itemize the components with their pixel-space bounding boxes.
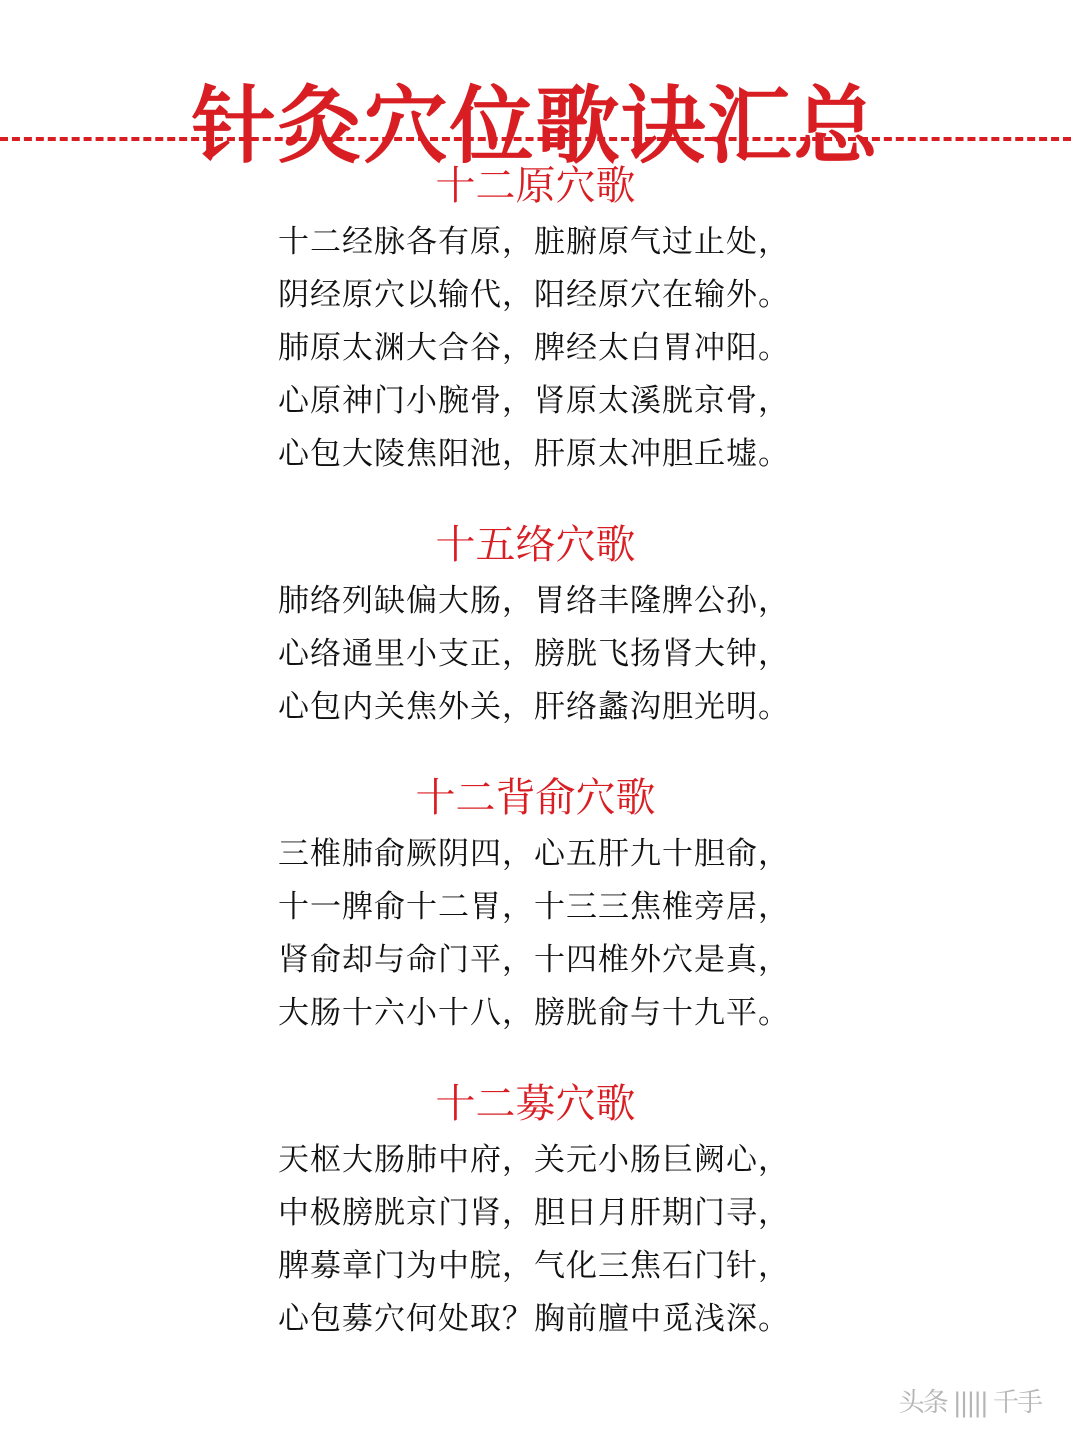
verse-line: 心包内关焦外关，肝络蠡沟胆光明。 bbox=[278, 689, 790, 725]
watermark: 头条 ||||| 千手 bbox=[898, 1388, 1041, 1418]
verse-line: 脾募章门为中脘，气化三焦石门针， bbox=[278, 1248, 790, 1284]
verse-line: 肺络列缺偏大肠，胃络丰隆脾公孙， bbox=[278, 583, 790, 619]
verse-list bbox=[0, 828, 1071, 1040]
verse-content bbox=[0, 158, 1071, 1382]
verse-line: 肾俞却与命门平，十四椎外穴是真， bbox=[278, 942, 790, 978]
section-title: 十二募穴歌 bbox=[435, 1081, 636, 1127]
verse-list bbox=[0, 1134, 1071, 1346]
verse-line: 十一脾俞十二胃，十三三焦椎旁居， bbox=[278, 889, 790, 925]
verse-line: 天枢大肠肺中府，关元小肠巨阙心， bbox=[278, 1142, 790, 1178]
verse-line: 十二经脉各有原，脏腑原气过止处， bbox=[278, 224, 790, 260]
verse-line: 阴经原穴以输代，阳经原穴在输外。 bbox=[278, 277, 790, 313]
page-title: 针灸穴位歌诀汇总 bbox=[191, 77, 880, 176]
dashed-divider bbox=[0, 137, 1071, 141]
verse-line: 心包大陵焦阳池，肝原太冲胆丘墟。 bbox=[278, 436, 790, 472]
verse-line: 大肠十六小十八，膀胱俞与十九平。 bbox=[278, 995, 790, 1031]
section-yuan-points bbox=[0, 158, 1071, 481]
verse-line: 心络通里小支正，膀胱飞扬肾大钟， bbox=[278, 636, 790, 672]
section-back-shu-points bbox=[0, 770, 1071, 1040]
verse-line: 肺原太渊大合谷，脾经太白胃冲阳。 bbox=[278, 330, 790, 366]
verse-line: 心包募穴何处取？胸前膻中觅浅深。 bbox=[278, 1301, 790, 1337]
section-title: 十二背俞穴歌 bbox=[415, 775, 656, 821]
verse-line: 心原神门小腕骨，肾原太溪胱京骨， bbox=[278, 383, 790, 419]
verse-list bbox=[0, 216, 1071, 481]
section-title: 十二原穴歌 bbox=[435, 163, 636, 209]
section-title: 十五络穴歌 bbox=[435, 522, 636, 568]
verse-list bbox=[0, 575, 1071, 734]
verse-line: 三椎肺俞厥阴四，心五肝九十胆俞， bbox=[278, 836, 790, 872]
section-luo-points bbox=[0, 517, 1071, 734]
section-mu-points bbox=[0, 1076, 1071, 1346]
verse-line: 中极膀胱京门肾，胆日月肝期门寻， bbox=[278, 1195, 790, 1231]
